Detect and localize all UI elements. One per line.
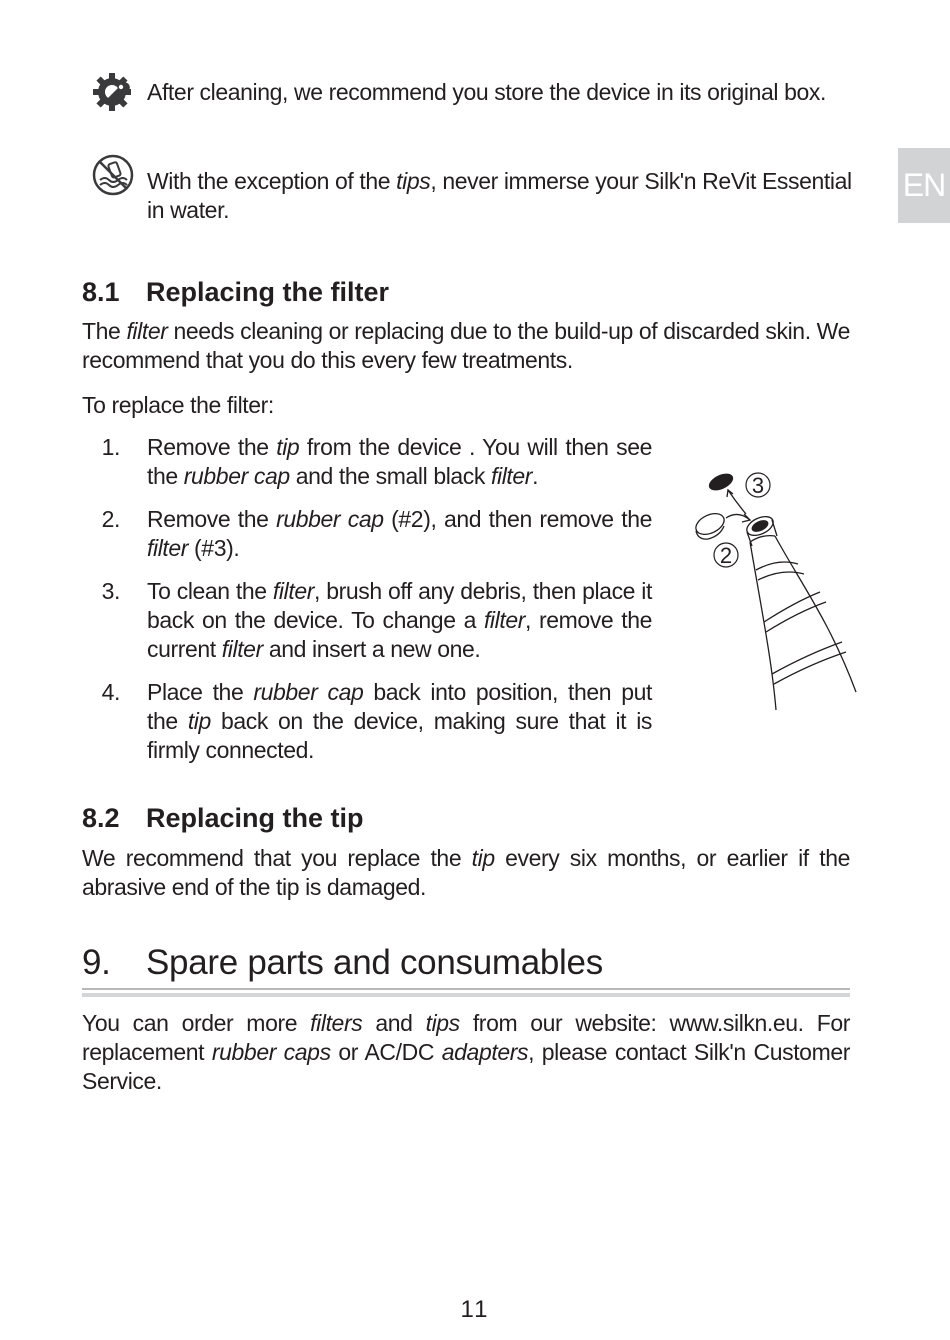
emphasis: filter xyxy=(147,535,189,561)
emphasis: tips xyxy=(425,1010,460,1036)
storage-note: After cleaning, we recommend you store the device in its original box. xyxy=(147,79,826,105)
emphasis: filter xyxy=(483,607,525,633)
section-9-heading xyxy=(82,943,603,983)
list-item-number: 3. xyxy=(101,578,120,604)
text: and xyxy=(362,1010,426,1036)
tip-text-1: We recommend that you replace the xyxy=(82,845,472,871)
heading-rule-shadow xyxy=(82,993,850,997)
text: You can order more xyxy=(82,1010,311,1036)
text: Place the xyxy=(147,679,254,705)
text: back into position, then put the xyxy=(147,679,652,734)
language-tab xyxy=(898,148,950,223)
emphasis: rubber cap xyxy=(253,679,364,705)
immerse-note-text-2: , never immerse your Silk'n ReVit Essential in water. xyxy=(147,168,852,223)
emphasis: rubber cap xyxy=(276,506,384,532)
text: back on the device, making sure that it is firmly connected. xyxy=(147,708,652,763)
heading-rule xyxy=(82,988,850,990)
list-item-text xyxy=(147,577,652,664)
list-item-text xyxy=(147,433,652,491)
emphasis: rubber cap xyxy=(183,463,290,489)
intro-text-1: The xyxy=(82,318,127,344)
emphasis: filters xyxy=(310,1010,363,1036)
immerse-note xyxy=(147,167,867,225)
no-water-icon xyxy=(91,153,135,197)
text: from our website: www.silkn.eu. For replacement xyxy=(82,1010,851,1065)
emphasis: filter xyxy=(491,463,533,489)
text: or AC/DC xyxy=(330,1039,442,1065)
section-8-2-title: Replacing the tip xyxy=(146,803,364,833)
section-8-1-intro xyxy=(82,317,850,375)
language-label: EN xyxy=(902,167,946,203)
figure-label-cap: 2 xyxy=(719,543,733,568)
text: (#2), and then remove the xyxy=(383,506,652,532)
section-8-1-lead: To replace the filter: xyxy=(82,392,274,418)
text: (#3). xyxy=(188,535,240,561)
section-8-2-heading xyxy=(82,802,364,834)
device-illustration xyxy=(680,462,870,717)
section-8-1-number: 8.1 xyxy=(82,277,120,307)
section-9-number: 9. xyxy=(82,943,111,982)
intro-emphasis: filter xyxy=(126,318,168,344)
list-item-number: 4. xyxy=(101,679,120,705)
text: , remove the current xyxy=(147,607,652,662)
list-item-number: 1. xyxy=(101,434,120,460)
intro-text-2: needs cleaning or replacing due to the build-up of discarded skin. We recommend that you do this every few treatments. xyxy=(82,318,850,373)
section-8-1-heading xyxy=(82,276,389,308)
section-8-1-title: Replacing the filter xyxy=(146,277,390,307)
emphasis: tip xyxy=(187,708,211,734)
text: , brush off any debris, then place it back on the device. To change a xyxy=(147,578,652,633)
text: To clean the xyxy=(147,578,273,604)
immerse-note-text-1: With the exception of the xyxy=(147,168,397,194)
list-item-number: 2. xyxy=(101,506,120,532)
text: and the small black xyxy=(289,463,491,489)
emphasis: rubber caps xyxy=(211,1039,331,1065)
list-item-text xyxy=(147,505,652,563)
text: and insert a new one. xyxy=(262,636,481,662)
immerse-note-emphasis: tips xyxy=(396,168,431,194)
text: . xyxy=(532,463,539,489)
text: from the device . You will then see the xyxy=(147,434,652,489)
section-9-title: Spare parts and consumables xyxy=(146,943,603,982)
wrench-gear-icon xyxy=(90,70,134,114)
tip-text-2: every six months, or earlier if the abrasive end of the tip is damaged. xyxy=(82,845,850,900)
emphasis: filter xyxy=(272,578,314,604)
section-9-text xyxy=(82,1009,850,1096)
emphasis: adapters xyxy=(441,1039,529,1065)
list-item-text xyxy=(147,678,652,765)
text: Remove the xyxy=(147,434,277,460)
emphasis: tip xyxy=(276,434,300,460)
section-8-2-number: 8.2 xyxy=(82,803,120,833)
section-8-2-text xyxy=(82,844,850,902)
page-number: 11 xyxy=(460,1296,490,1323)
text: Remove the xyxy=(147,506,277,532)
text: , please contact Silk'n Customer Service. xyxy=(82,1039,850,1094)
tip-emphasis: tip xyxy=(471,845,495,871)
emphasis: filter xyxy=(221,636,263,662)
figure-label-filter: 3 xyxy=(751,473,765,498)
